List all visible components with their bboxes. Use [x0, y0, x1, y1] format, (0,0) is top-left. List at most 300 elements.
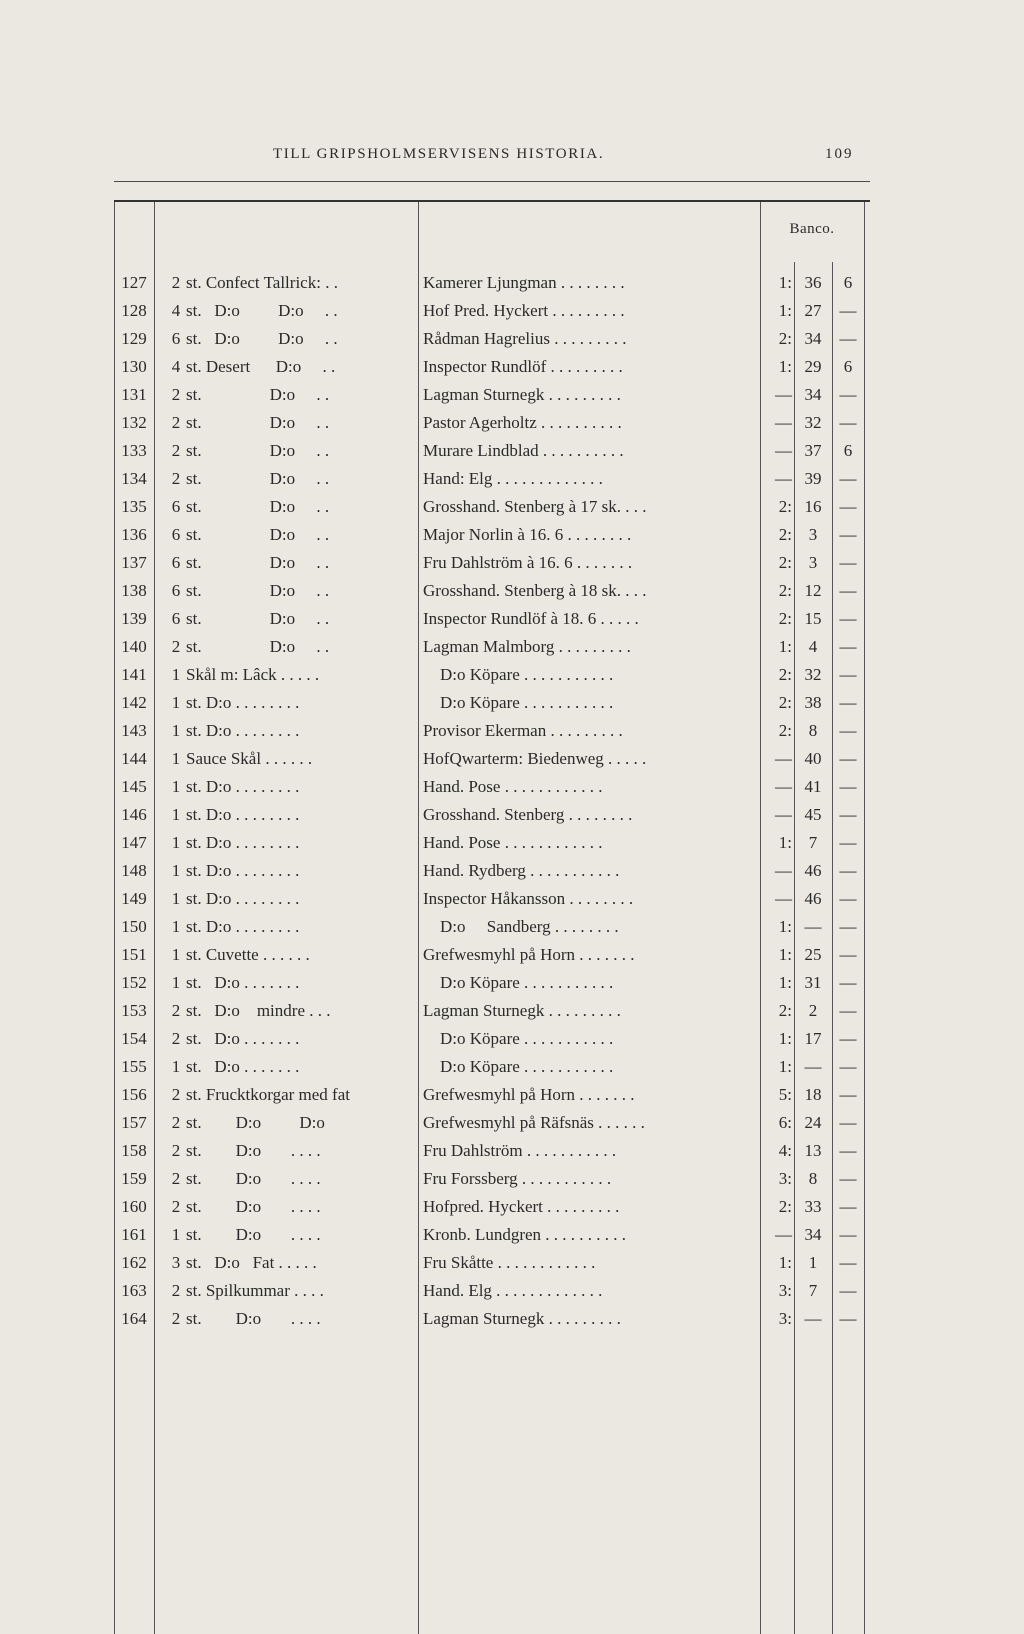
table-row [0, 381, 1024, 409]
item-description: st. D:o . . . . . . . . [186, 861, 300, 880]
buyer-name: Fru Dahlström à 16. 6 . . . . . . . [423, 553, 633, 572]
price-skilling: 1 [808, 1253, 818, 1272]
item-description: st. D:o . . [186, 609, 330, 628]
price-runstycken: — [839, 1141, 857, 1160]
item-description: st. Desert D:o . . [186, 357, 336, 376]
item-description: st. Cuvette . . . . . . [186, 945, 310, 964]
item-description: st. D:o . . [186, 525, 330, 544]
price-riksdaler: — [775, 777, 792, 796]
price-runstycken: 6 [843, 273, 853, 292]
quantity: 4 [171, 301, 181, 320]
price-riksdaler: 2: [778, 721, 792, 740]
price-skilling: 46 [804, 889, 822, 908]
quantity: 1 [171, 945, 181, 964]
table-row [0, 1081, 1024, 1109]
entry-number: 135 [121, 497, 147, 516]
buyer-name: D:o Sandberg . . . . . . . . [423, 917, 619, 936]
entry-number: 158 [121, 1141, 147, 1160]
buyer-name: Provisor Ekerman . . . . . . . . . [423, 721, 623, 740]
price-riksdaler: 5: [778, 1085, 792, 1104]
quantity: 1 [171, 777, 181, 796]
price-runstycken: — [839, 413, 857, 432]
price-runstycken: — [839, 1253, 857, 1272]
table-row [0, 717, 1024, 745]
quantity: 1 [171, 1225, 181, 1244]
item-description: st. D:o . . . . [186, 1169, 321, 1188]
entry-number: 157 [121, 1113, 147, 1132]
price-skilling: 31 [804, 973, 822, 992]
price-riksdaler: 2: [778, 665, 792, 684]
table-row [0, 969, 1024, 997]
price-skilling: 15 [804, 609, 822, 628]
price-skilling: 45 [804, 805, 822, 824]
price-riksdaler: — [775, 1225, 792, 1244]
entry-number: 153 [121, 1001, 147, 1020]
price-skilling: 4 [808, 637, 818, 656]
price-runstycken: — [839, 1029, 857, 1048]
buyer-name: Hand: Elg . . . . . . . . . . . . . [423, 469, 603, 488]
item-description: st. D:o . . . . [186, 1197, 321, 1216]
buyer-name: Lagman Sturnegk . . . . . . . . . [423, 1001, 621, 1020]
entry-number: 141 [121, 665, 147, 684]
table-row [0, 437, 1024, 465]
price-riksdaler: 3: [778, 1281, 792, 1300]
buyer-name: Grosshand. Stenberg à 18 sk. . . . [423, 581, 647, 600]
price-riksdaler: 1: [778, 945, 792, 964]
ledger-rows [0, 269, 1024, 1333]
quantity: 1 [171, 833, 181, 852]
entry-number: 149 [121, 889, 147, 908]
buyer-name: Grefwesmyhl på Räfsnäs . . . . . . [423, 1113, 645, 1132]
price-runstycken: — [839, 553, 857, 572]
quantity: 6 [171, 609, 181, 628]
quantity: 2 [171, 1141, 181, 1160]
entry-number: 140 [121, 637, 147, 656]
quantity: 2 [171, 1169, 181, 1188]
price-riksdaler: 1: [778, 301, 792, 320]
item-description: st. D:o . . . . . . . . [186, 777, 300, 796]
entry-number: 156 [121, 1085, 147, 1104]
entry-number: 144 [121, 749, 147, 768]
item-description: st. D:o . . [186, 497, 330, 516]
table-row [0, 493, 1024, 521]
price-runstycken: — [839, 301, 857, 320]
price-skilling: 8 [808, 721, 818, 740]
price-skilling: 38 [804, 693, 822, 712]
price-riksdaler: 2: [778, 553, 792, 572]
quantity: 2 [171, 385, 181, 404]
item-description: st. Frucktkorgar med fat [186, 1085, 350, 1104]
price-runstycken: — [839, 749, 857, 768]
price-runstycken: — [839, 805, 857, 824]
price-skilling: 32 [804, 413, 822, 432]
price-skilling: 8 [808, 1169, 818, 1188]
buyer-name: Fru Skåtte . . . . . . . . . . . . [423, 1253, 596, 1272]
price-runstycken: — [839, 1113, 857, 1132]
price-riksdaler: 1: [778, 833, 792, 852]
table-row [0, 1305, 1024, 1333]
entry-number: 150 [121, 917, 147, 936]
buyer-name: Pastor Agerholtz . . . . . . . . . . [423, 413, 622, 432]
price-skilling: 34 [804, 385, 822, 404]
buyer-name: Fru Forssberg . . . . . . . . . . . [423, 1169, 612, 1188]
buyer-name: Inspector Rundlöf . . . . . . . . . [423, 357, 623, 376]
item-description: st. D:o . . [186, 637, 330, 656]
quantity: 1 [171, 665, 181, 684]
quantity: 2 [171, 1197, 181, 1216]
price-skilling: — [804, 1057, 822, 1076]
table-row [0, 1109, 1024, 1137]
price-skilling: 3 [808, 525, 818, 544]
price-runstycken: — [839, 665, 857, 684]
buyer-name: Hand. Pose . . . . . . . . . . . . [423, 777, 603, 796]
price-skilling: 29 [804, 357, 822, 376]
buyer-name: Grefwesmyhl på Horn . . . . . . . [423, 1085, 635, 1104]
entry-number: 128 [121, 301, 147, 320]
item-description: st. D:o Fat . . . . . [186, 1253, 317, 1272]
quantity: 1 [171, 693, 181, 712]
entry-number: 133 [121, 441, 147, 460]
quantity: 2 [171, 637, 181, 656]
table-row [0, 1193, 1024, 1221]
buyer-name: Hof Pred. Hyckert . . . . . . . . . [423, 301, 625, 320]
table-row [0, 857, 1024, 885]
item-description: st. D:o . . [186, 581, 330, 600]
entry-number: 131 [121, 385, 147, 404]
top-rule-thick [114, 200, 870, 202]
quantity: 2 [171, 441, 181, 460]
quantity: 1 [171, 861, 181, 880]
buyer-name: Inspector Rundlöf à 18. 6 . . . . . [423, 609, 639, 628]
quantity: 2 [171, 1085, 181, 1104]
table-row [0, 941, 1024, 969]
price-riksdaler: 2: [778, 329, 792, 348]
entry-number: 136 [121, 525, 147, 544]
quantity: 6 [171, 329, 181, 348]
quantity: 2 [171, 469, 181, 488]
price-skilling: 34 [804, 1225, 822, 1244]
quantity: 6 [171, 497, 181, 516]
price-riksdaler: — [775, 469, 792, 488]
quantity: 1 [171, 1057, 181, 1076]
buyer-name: Lagman Malmborg . . . . . . . . . [423, 637, 631, 656]
buyer-name: D:o Köpare . . . . . . . . . . . [423, 665, 614, 684]
price-riksdaler: — [775, 805, 792, 824]
price-riksdaler: 2: [778, 1197, 792, 1216]
quantity: 2 [171, 1281, 181, 1300]
table-row [0, 605, 1024, 633]
table-row [0, 1221, 1024, 1249]
table-row [0, 661, 1024, 689]
entry-number: 151 [121, 945, 147, 964]
table-row [0, 1137, 1024, 1165]
entry-number: 134 [121, 469, 147, 488]
price-skilling: 32 [804, 665, 822, 684]
running-title: TILL GRIPSHOLMSERVISENS HISTORIA. [273, 146, 605, 162]
item-description: st. D:o . . . . [186, 1141, 321, 1160]
buyer-name: Lagman Sturnegk . . . . . . . . . [423, 385, 621, 404]
price-runstycken: — [839, 329, 857, 348]
item-description: st. D:o . . . . . . . [186, 1029, 300, 1048]
buyer-name: Grefwesmyhl på Horn . . . . . . . [423, 945, 635, 964]
buyer-name: D:o Köpare . . . . . . . . . . . [423, 1029, 614, 1048]
item-description: st. D:o mindre . . . [186, 1001, 331, 1020]
entry-number: 161 [121, 1225, 147, 1244]
buyer-name: Kronb. Lundgren . . . . . . . . . . [423, 1225, 627, 1244]
entry-number: 130 [121, 357, 147, 376]
price-runstycken: — [839, 1169, 857, 1188]
table-row [0, 521, 1024, 549]
entry-number: 148 [121, 861, 147, 880]
price-skilling: 46 [804, 861, 822, 880]
item-description: st. D:o . . [186, 385, 330, 404]
entry-number: 129 [121, 329, 147, 348]
table-row [0, 1165, 1024, 1193]
table-row [0, 1025, 1024, 1053]
price-skilling: 3 [808, 553, 818, 572]
price-riksdaler: 1: [778, 1057, 792, 1076]
price-riksdaler: 2: [778, 497, 792, 516]
item-description: st. D:o . . . . . . . [186, 1057, 300, 1076]
buyer-name: Lagman Sturnegk . . . . . . . . . [423, 1309, 621, 1328]
quantity: 3 [171, 1253, 181, 1272]
price-riksdaler: 1: [778, 1253, 792, 1272]
quantity: 2 [171, 1029, 181, 1048]
price-runstycken: — [839, 861, 857, 880]
price-runstycken: 6 [843, 441, 853, 460]
item-description: st. D:o . . [186, 441, 330, 460]
price-runstycken: — [839, 973, 857, 992]
quantity: 1 [171, 889, 181, 908]
item-description: st. D:o D:o . . [186, 329, 338, 348]
price-runstycken: 6 [843, 357, 853, 376]
item-description: st. Spilkummar . . . . [186, 1281, 324, 1300]
buyer-name: Inspector Håkansson . . . . . . . . [423, 889, 634, 908]
item-description: st. D:o . . . . [186, 1309, 321, 1328]
table-row [0, 465, 1024, 493]
quantity: 2 [171, 1001, 181, 1020]
entry-number: 163 [121, 1281, 147, 1300]
quantity: 2 [171, 1309, 181, 1328]
table-row [0, 997, 1024, 1025]
item-description: Sauce Skål . . . . . . [186, 749, 313, 768]
table-row [0, 353, 1024, 381]
price-runstycken: — [839, 1001, 857, 1020]
price-riksdaler: 4: [778, 1141, 792, 1160]
quantity: 1 [171, 805, 181, 824]
quantity: 1 [171, 917, 181, 936]
price-runstycken: — [839, 889, 857, 908]
entry-number: 143 [121, 721, 147, 740]
price-skilling: 41 [804, 777, 822, 796]
price-runstycken: — [839, 917, 857, 936]
entry-number: 164 [121, 1309, 147, 1328]
table-row [0, 801, 1024, 829]
price-skilling: 34 [804, 329, 822, 348]
item-description: st. D:o . . . . . . . . [186, 917, 300, 936]
price-skilling: 25 [804, 945, 822, 964]
table-row [0, 829, 1024, 857]
quantity: 6 [171, 525, 181, 544]
price-riksdaler: 1: [778, 273, 792, 292]
price-runstycken: — [839, 1057, 857, 1076]
price-skilling: 16 [804, 497, 822, 516]
price-skilling: 36 [804, 273, 822, 292]
item-description: st. D:o D:o . . [186, 301, 338, 320]
quantity: 2 [171, 273, 181, 292]
price-runstycken: — [839, 525, 857, 544]
entry-number: 145 [121, 777, 147, 796]
item-description: st. D:o . . . . . . . . [186, 833, 300, 852]
table-row [0, 1249, 1024, 1277]
table-row [0, 745, 1024, 773]
item-description: st. D:o . . . . . . . [186, 973, 300, 992]
price-runstycken: — [839, 945, 857, 964]
price-runstycken: — [839, 1309, 857, 1328]
price-riksdaler: 2: [778, 525, 792, 544]
price-riksdaler: — [775, 413, 792, 432]
buyer-name: Hofpred. Hyckert . . . . . . . . . [423, 1197, 620, 1216]
buyer-name: Hand. Rydberg . . . . . . . . . . . [423, 861, 620, 880]
price-skilling: 33 [804, 1197, 822, 1216]
price-skilling: — [804, 1309, 822, 1328]
item-description: Skål m: Lâck . . . . . [186, 665, 320, 684]
price-riksdaler: 2: [778, 693, 792, 712]
price-riksdaler: — [775, 889, 792, 908]
table-row [0, 409, 1024, 437]
price-skilling: 27 [804, 301, 822, 320]
price-riksdaler: 2: [778, 609, 792, 628]
price-riksdaler: — [775, 749, 792, 768]
price-skilling: 17 [804, 1029, 822, 1048]
price-skilling: 12 [804, 581, 822, 600]
price-riksdaler: 1: [778, 1029, 792, 1048]
price-runstycken: — [839, 637, 857, 656]
table-row [0, 913, 1024, 941]
price-skilling: 37 [804, 441, 822, 460]
item-description: st. D:o . . [186, 413, 330, 432]
item-description: st. D:o . . . . . . . . [186, 693, 300, 712]
price-riksdaler: 1: [778, 917, 792, 936]
price-skilling: 18 [804, 1085, 822, 1104]
quantity: 1 [171, 749, 181, 768]
buyer-name: Rådman Hagrelius . . . . . . . . . [423, 329, 627, 348]
buyer-name: Murare Lindblad . . . . . . . . . . [423, 441, 624, 460]
price-skilling: 13 [804, 1141, 822, 1160]
table-row [0, 1053, 1024, 1081]
entry-number: 142 [121, 693, 147, 712]
table-row [0, 297, 1024, 325]
price-runstycken: — [839, 833, 857, 852]
buyer-name: Fru Dahlström . . . . . . . . . . . [423, 1141, 617, 1160]
table-row [0, 577, 1024, 605]
price-riksdaler: 1: [778, 637, 792, 656]
quantity: 1 [171, 721, 181, 740]
currency-header: Banco. [789, 221, 835, 237]
buyer-name: Kamerer Ljungman . . . . . . . . [423, 273, 625, 292]
price-riksdaler: 1: [778, 357, 792, 376]
table-row [0, 689, 1024, 717]
table-row [0, 269, 1024, 297]
price-skilling: 2 [808, 1001, 818, 1020]
entry-number: 154 [121, 1029, 147, 1048]
entry-number: 132 [121, 413, 147, 432]
price-runstycken: — [839, 609, 857, 628]
entry-number: 137 [121, 553, 147, 572]
running-head [0, 146, 1024, 166]
quantity: 4 [171, 357, 181, 376]
entry-number: 146 [121, 805, 147, 824]
buyer-name: D:o Köpare . . . . . . . . . . . [423, 1057, 614, 1076]
buyer-name: HofQwarterm: Biedenweg . . . . . [423, 749, 647, 768]
item-description: st. D:o . . . . [186, 1225, 321, 1244]
price-riksdaler: 3: [778, 1309, 792, 1328]
price-runstycken: — [839, 777, 857, 796]
entry-number: 138 [121, 581, 147, 600]
quantity: 6 [171, 553, 181, 572]
item-description: st. D:o . . . . . . . . [186, 889, 300, 908]
price-skilling: 7 [808, 1281, 818, 1300]
entry-number: 147 [121, 833, 147, 852]
price-runstycken: — [839, 1197, 857, 1216]
table-row [0, 1277, 1024, 1305]
price-runstycken: — [839, 693, 857, 712]
table-row [0, 549, 1024, 577]
buyer-name: Grosshand. Stenberg . . . . . . . . [423, 805, 633, 824]
table-row [0, 773, 1024, 801]
price-riksdaler: — [775, 441, 792, 460]
price-runstycken: — [839, 385, 857, 404]
buyer-name: Major Norlin à 16. 6 . . . . . . . . [423, 525, 632, 544]
top-rule-thin [114, 181, 870, 182]
entry-number: 162 [121, 1253, 147, 1272]
page-number: 109 [825, 146, 854, 162]
quantity: 1 [171, 973, 181, 992]
quantity: 2 [171, 1113, 181, 1132]
price-riksdaler: 6: [778, 1113, 792, 1132]
item-description: st. D:o . . [186, 553, 330, 572]
item-description: st. D:o . . . . . . . . [186, 721, 300, 740]
price-runstycken: — [839, 1281, 857, 1300]
price-riksdaler: — [775, 861, 792, 880]
price-riksdaler: — [775, 385, 792, 404]
buyer-name: Hand. Pose . . . . . . . . . . . . [423, 833, 603, 852]
price-skilling: 40 [804, 749, 822, 768]
price-skilling: — [804, 917, 822, 936]
price-riksdaler: 2: [778, 581, 792, 600]
quantity: 2 [171, 413, 181, 432]
price-skilling: 39 [804, 469, 822, 488]
entry-number: 152 [121, 973, 147, 992]
price-runstycken: — [839, 581, 857, 600]
table-row [0, 885, 1024, 913]
price-riksdaler: 1: [778, 973, 792, 992]
buyer-name: D:o Köpare . . . . . . . . . . . [423, 693, 614, 712]
item-description: st. D:o . . [186, 469, 330, 488]
item-description: st. Confect Tallrick: . . [186, 273, 338, 292]
item-description: st. D:o D:o [186, 1113, 325, 1132]
item-description: st. D:o . . . . . . . . [186, 805, 300, 824]
price-runstycken: — [839, 497, 857, 516]
price-riksdaler: 2: [778, 1001, 792, 1020]
entry-number: 127 [121, 273, 147, 292]
buyer-name: Hand. Elg . . . . . . . . . . . . . [423, 1281, 603, 1300]
price-runstycken: — [839, 1225, 857, 1244]
price-runstycken: — [839, 721, 857, 740]
entry-number: 160 [121, 1197, 147, 1216]
price-riksdaler: 3: [778, 1169, 792, 1188]
entry-number: 159 [121, 1169, 147, 1188]
